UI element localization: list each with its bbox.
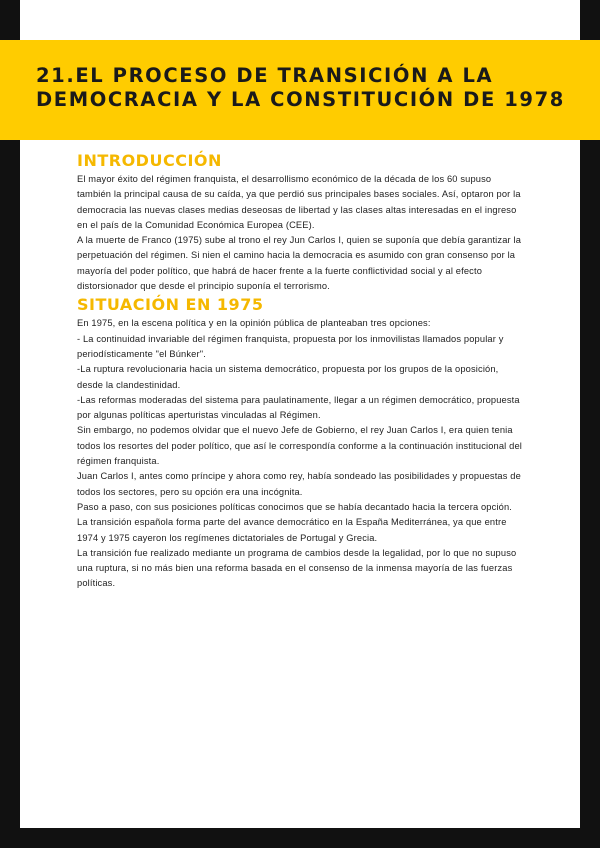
list-item: -La ruptura revolucionaria hacia un sistema democrático, propuesta por los grupos de la oposición, desde la clandestinidad. — [77, 364, 499, 390]
document-body — [77, 150, 523, 592]
list-item: - La continuidad invariable del régimen franquista, propuesta por los inmovilistas llamados popular y periodísticamente "el Búnker". — [77, 333, 504, 359]
paragraph: Juan Carlos I, antes como príncipe y ahora como rey, había sondeado las posibilidades y propuestas de todos los sectores, pero su opción era una incógnita. — [77, 471, 521, 497]
paragraph: El mayor éxito del régimen franquista, el desarrollismo económico de la década de los 60 supuso también la principal causa de su caída, ya que perdió sus principales bases sociales. Así, optaron por la democracia las nuevas clases medias deseosas de libertad y las clases altas interesadas en el ingreso en el país de la Comunidad Económica Europea (CEE). — [77, 174, 521, 230]
list-item: -Las reformas moderadas del sistema para paulatinamente, llegar a un régimen democrático, propuesta por algunas políticas aperturistas vinculadas al Régimen. — [77, 394, 520, 421]
paragraph: Sin embargo, no podemos olvidar que el nuevo Jefe de Gobierno, el rey Juan Carlos I, era quien tenia todos los resortes del poder político, que así le correspondía conforme a la continuación institucional del régimen franquista. — [77, 425, 522, 467]
paragraph: En 1975, en la escena política y en la opinión pública de planteaban tres opciones: — [77, 318, 431, 329]
section-heading-situacion-1975: SITUACIÓN EN 1975 — [77, 295, 264, 315]
page-title: 21.EL PROCESO DE TRANSICIÓN A LA DEMOCRACIA Y LA CONSTITUCIÓN DE 1978 — [36, 64, 565, 111]
paragraph: La transición fue realizado mediante un programa de cambios desde la legalidad, por lo que no supuso una ruptura, si no más bien una reforma basada en el consenso de la inmensa mayoría de las fuerzas políticas. — [77, 547, 517, 589]
paragraph: Paso a paso, con sus posiciones políticas conocimos que se había decantado hacia la tercera opción. — [77, 501, 513, 512]
paragraph: La transición española forma parte del avance democrático en la España Mediterránea, ya que entre 1974 y 1975 cayeron los regímenes dictatoriales de Portugal y Grecia. — [77, 517, 507, 543]
paragraph: A la muerte de Franco (1975) sube al trono el rey Jun Carlos I, quien se suponía que debía garantizar la perpetuación del régimen. Si nien el camino hacia la democracia es asumido con gran consenso por la mayoría del poder político, que habrá de hacer frente a la fuerte conflictividad social y al efecto distorsionador que desde el principio suponía el terrorismo. — [77, 235, 522, 292]
section-heading-introduccion: INTRODUCCIÓN — [77, 151, 222, 170]
